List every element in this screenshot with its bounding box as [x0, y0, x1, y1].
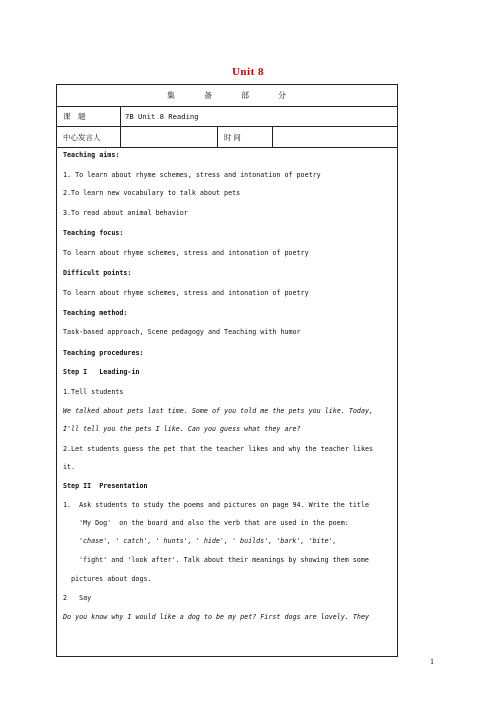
header-char: 部 [241, 91, 250, 100]
step2-item: 'chase', ' catch', ' hunts', ' hide', ' builds', 'bark', 'bite', [79, 537, 337, 545]
speaker-value [120, 127, 217, 147]
step1-item: it. [63, 463, 76, 471]
step1-italic-text: We talked about pets last time. Some of you told me the pets you like. Today, [63, 407, 374, 415]
header-char: 备 [204, 91, 213, 100]
focus-text: To learn about rhyme schemes, stress and intonation of poetry [63, 249, 309, 257]
topic-row [57, 107, 397, 127]
speaker-label: 中心发言人 [63, 132, 101, 142]
group-prep-row [57, 85, 397, 107]
step1-item: 1.Tell students [63, 388, 124, 396]
step1-item: 2.Let students guess the pet that the teacher likes and why the teacher likes [63, 445, 374, 453]
aim-item: 3.To read about animal behavior [63, 209, 188, 217]
difficult-heading: Difficult points: [63, 269, 132, 277]
step2-item: 'fight' and 'look after'. Talk about their meanings by showing them some [79, 556, 369, 564]
time-label: 时 间 [217, 127, 272, 147]
document-title: Unit 8 [231, 66, 265, 78]
topic-label: 课 题 [63, 112, 86, 121]
step2-item: 2 Say [63, 594, 92, 602]
step2-italic-text: Do you know why I would like a dog to be my pet? First dogs are lovely. They [63, 613, 369, 621]
step1-italic-text: I'll tell you the pets I like. Can you guess what they are? [63, 425, 301, 433]
step2-heading: Step II Presentation [63, 482, 148, 490]
step2-item: 1. Ask students to study the poems and pictures on page 94. Write the title [63, 501, 369, 509]
method-text: Task-based approach, Scene pedagogy and Teaching with humor [63, 328, 301, 336]
lesson-plan-table [56, 84, 398, 657]
aim-item: 1. To learn about rhyme schemes, stress and intonation of poetry [63, 171, 321, 179]
topic-value: 7B Unit 8 Reading [120, 107, 397, 126]
time-value [272, 127, 397, 147]
group-prep-header [57, 85, 397, 106]
method-heading: Teaching method: [63, 309, 128, 317]
procedures-heading: Teaching procedures: [63, 349, 144, 357]
difficult-text: To learn about rhyme schemes, stress and intonation of poetry [63, 289, 309, 297]
page-number: 1 [430, 657, 434, 666]
aims-heading: Teaching aims: [63, 151, 120, 159]
step1-heading: Step I Leading-in [63, 368, 140, 376]
focus-heading: Teaching focus: [63, 229, 124, 237]
header-char: 集 [167, 91, 176, 100]
step2-item: 'My Dog' on the board and also the verb that are used in the poem: [79, 519, 349, 527]
header-char: 分 [278, 91, 287, 100]
aim-item: 2.To learn new vocabulary to talk about pets [63, 189, 241, 197]
step2-item: pictures about dogs. [71, 575, 152, 583]
speaker-row [57, 127, 397, 148]
